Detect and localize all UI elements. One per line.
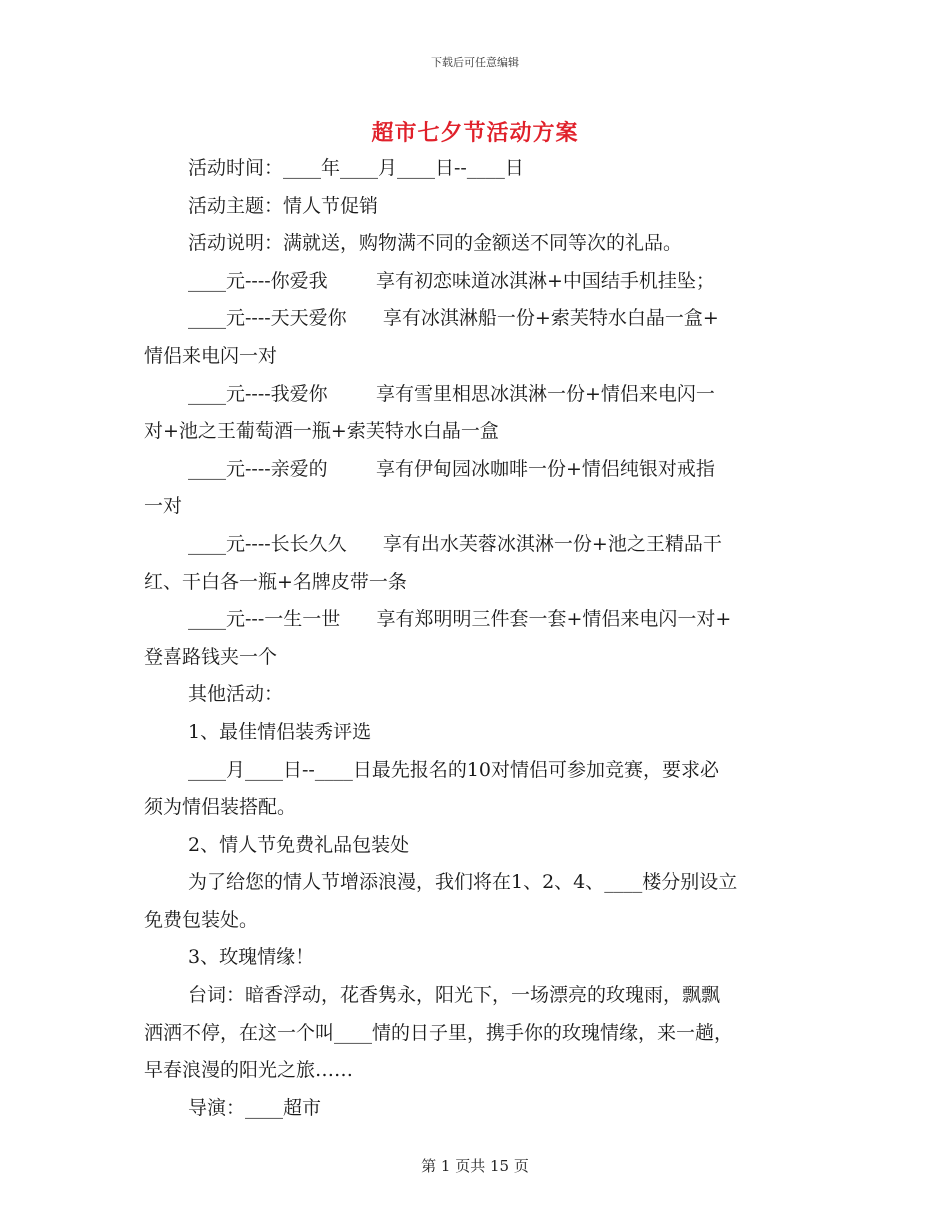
text-line: ____元----天天爱你 享有冰淇淋船一份+索芙特水白晶一盒+ [188, 307, 719, 330]
text-line: 须为情侣装搭配。 [144, 796, 297, 819]
document-body [144, 150, 816, 1127]
page-footer: 第 1 页共 15 页 [421, 1157, 529, 1175]
text-line: ____元---一生一世 享有郑明明三件套一套+情侣来电闪一对+ [188, 608, 732, 631]
text-line: 洒洒不停，在这一个叫____情的日子里，携手你的玫瑰情缘，来一趟， [144, 1021, 734, 1044]
text-line: 活动时间：____年____月____日--____日 [188, 157, 524, 179]
text-line: 红、干白各一瓶+名牌皮带一条 [144, 570, 407, 593]
text-line: ____元----你爱我 享有初恋味道冰淇淋+中国结手机挂坠； [188, 269, 715, 292]
text-line: 情侣来电闪一对 [144, 344, 278, 367]
text-line: 登喜路钱夹一个 [144, 645, 278, 668]
page-header: 下载后可任意编辑 [431, 56, 519, 69]
text-line: 一对 [144, 495, 183, 518]
text-line: 对+池之王葡萄酒一瓶+索芙特水白晶一盒 [144, 420, 499, 443]
text-line: ____元----亲爱的 享有伊甸园冰咖啡一份+情侣纯银对戒指 [188, 457, 715, 480]
text-line: 免费包装处。 [144, 908, 259, 931]
text-line: 3、玫瑰情缘！ [188, 946, 315, 969]
text-line: 其他活动： [188, 683, 284, 706]
text-line: 为了给您的情人节增添浪漫，我们将在1、2、4、____楼分别设立 [188, 871, 738, 894]
text-line: 早春浪漫的阳光之旅…… [144, 1059, 354, 1082]
document-title: 超市七夕节活动方案 [371, 120, 579, 146]
text-line: ____元----我爱你 享有雪里相思冰淇淋一份+情侣来电闪一 [188, 382, 715, 405]
text-line: 2、情人节免费礼品包装处 [188, 833, 410, 856]
text-line: 导演：____超市 [188, 1096, 322, 1119]
text-line: 台词：暗香浮动，花香隽永，阳光下，一场漂亮的玫瑰雨，飘飘 [188, 984, 721, 1007]
text-line: 活动主题：情人节促销 [188, 194, 379, 217]
text-line: 活动说明：满就送，购物满不同的金额送不同等次的礼品。 [188, 232, 683, 255]
text-line: ____月____日--____日最先报名的10对情侣可参加竞赛，要求必 [188, 758, 720, 781]
text-line: ____元----长长久久 享有出水芙蓉冰淇淋一份+池之王精品干 [188, 532, 722, 555]
text-line: 1、最佳情侣装秀评选 [188, 720, 372, 743]
